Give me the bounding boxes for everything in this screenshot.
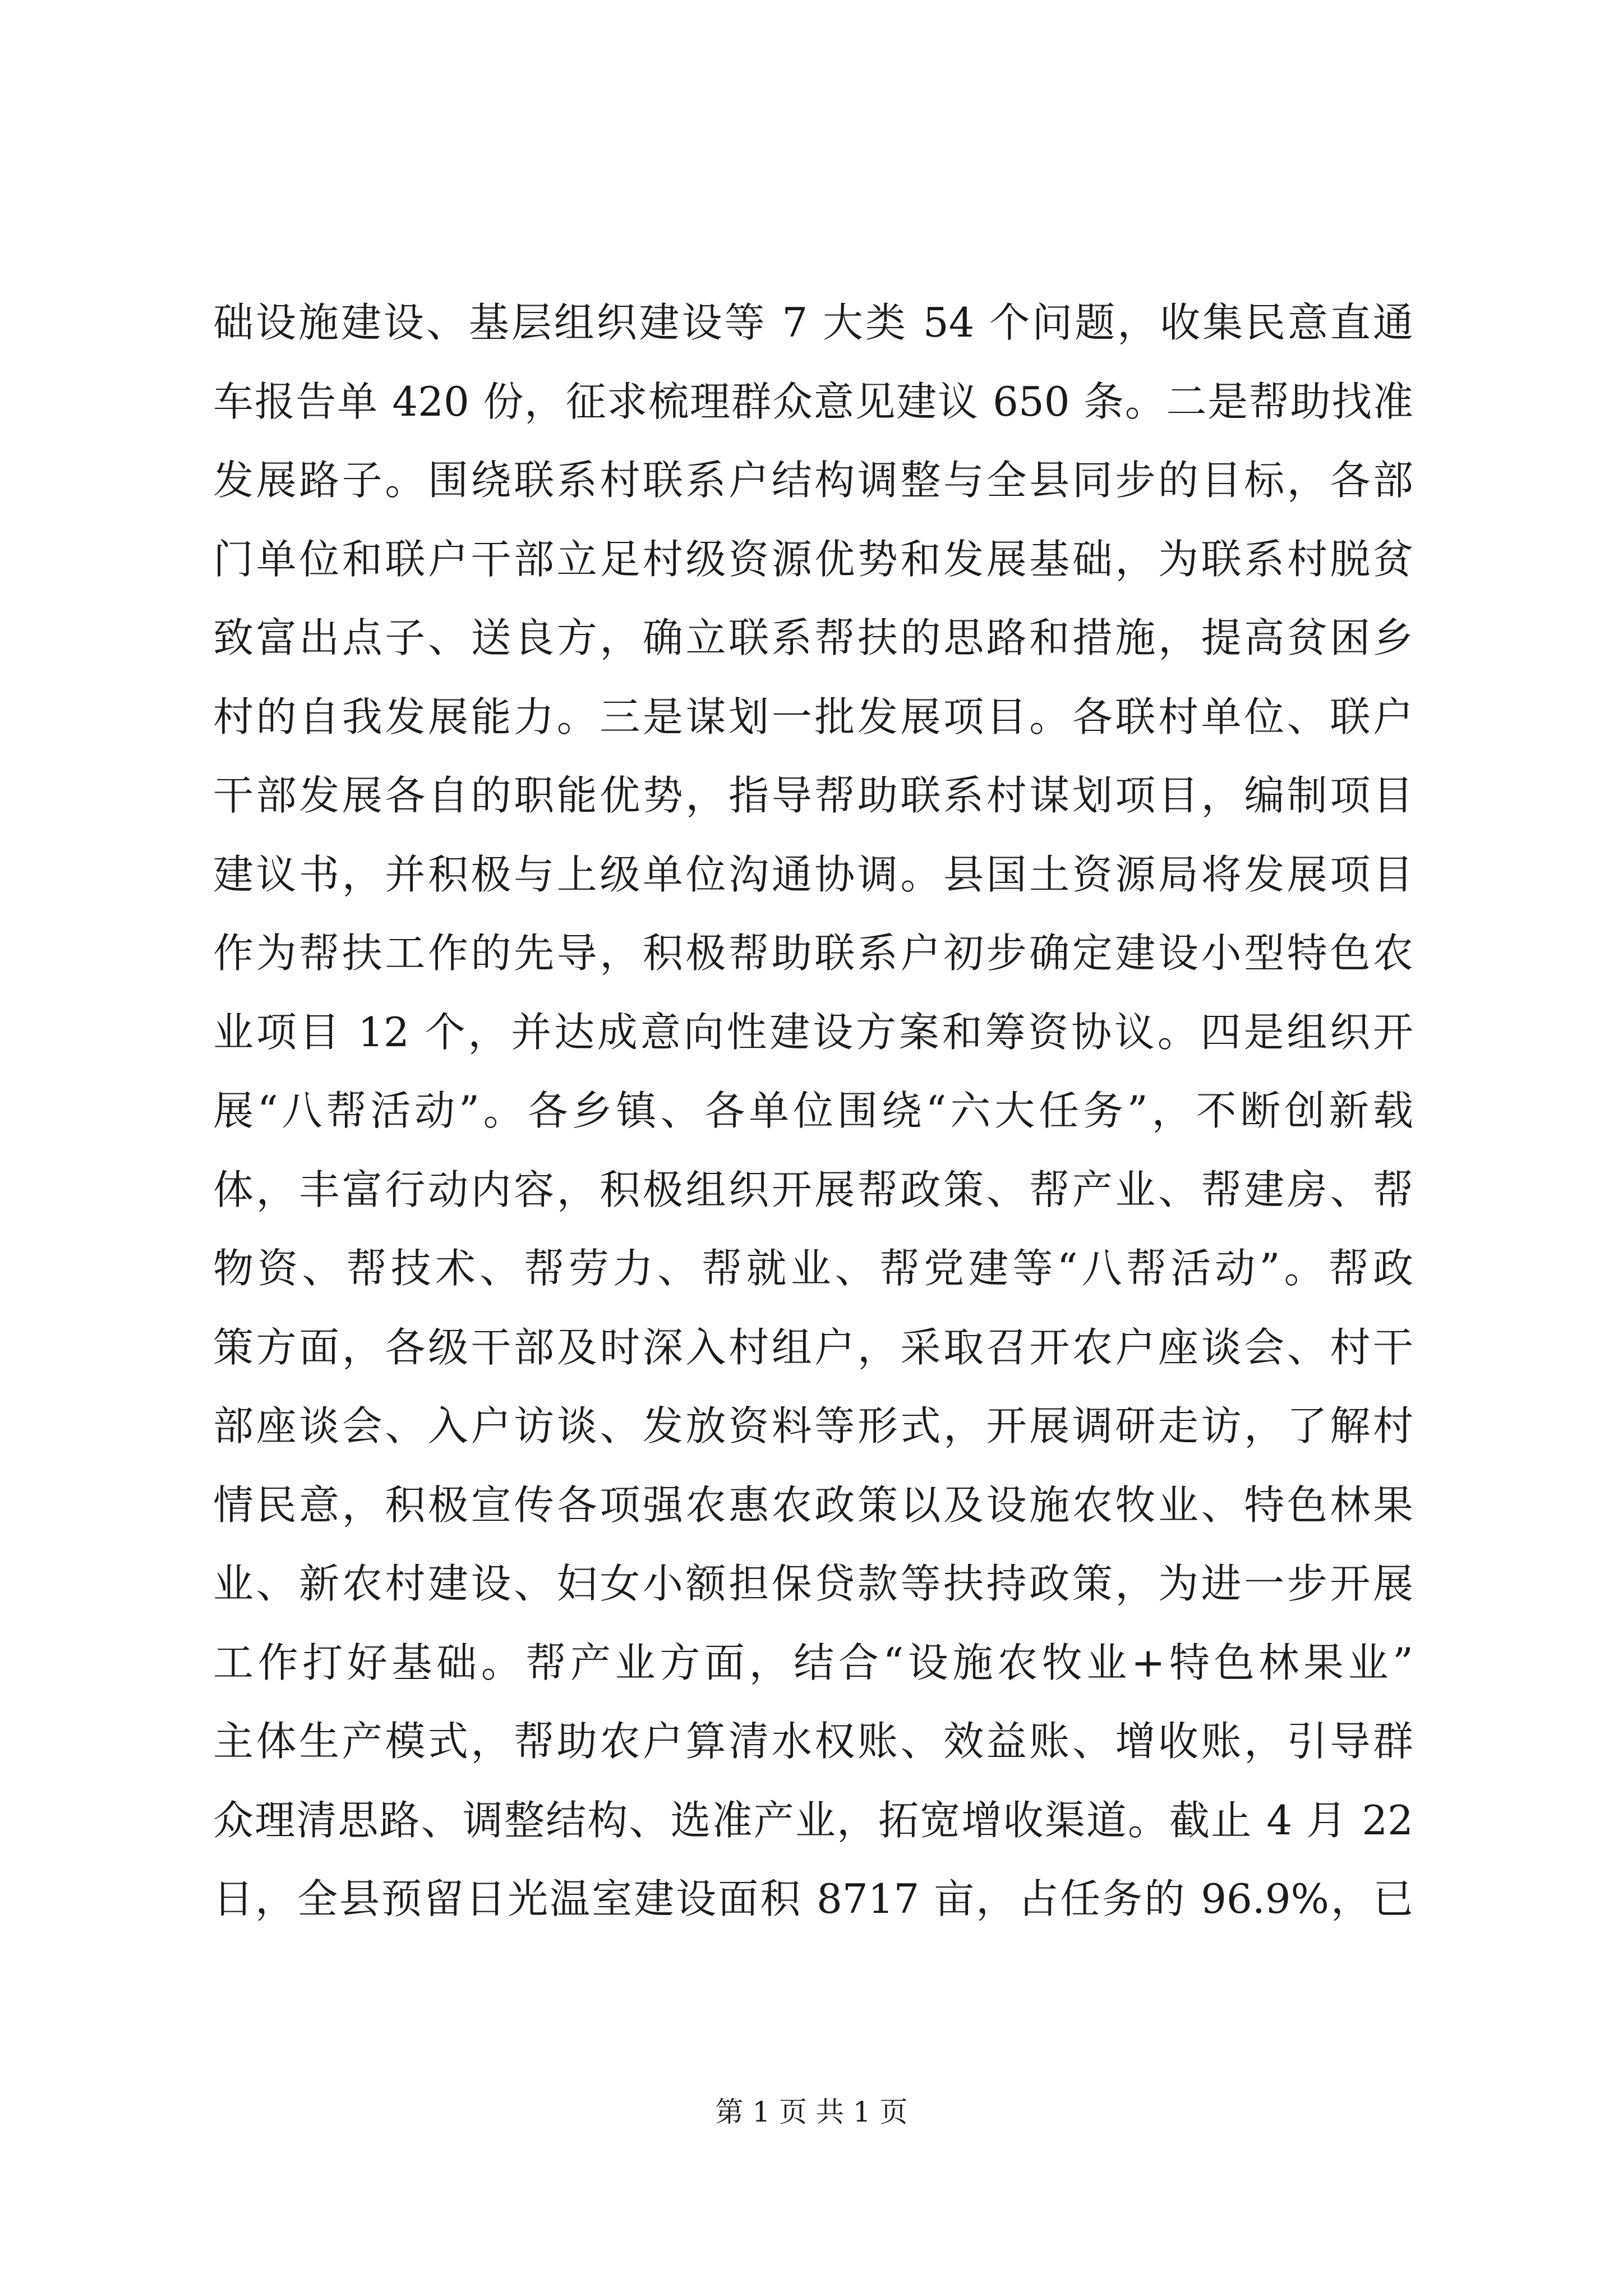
text-line: 致富出点子、送良方，确立联系帮扶的思路和措施，提高贫困乡 xyxy=(213,614,1413,661)
text-line: 发展路子。围绕联系村联系户结构调整与全县同步的目标，各部 xyxy=(213,457,1413,504)
text-line: 作为帮扶工作的先导，积极帮助联系户初步确定建设小型特色农 xyxy=(213,930,1413,977)
text-line: 车报告单 420 份，征求梳理群众意见建议 650 条。二是帮助找准 xyxy=(213,378,1413,425)
text-line: 情民意，积极宣传各项强农惠农政策以及设施农牧业、特色林果 xyxy=(213,1481,1413,1529)
text-line: 础设施建设、基层组织建设等 7 大类 54 个问题，收集民意直通 xyxy=(213,299,1413,346)
text-line: 部座谈会、入户访谈、发放资料等形式，开展调研走访，了解村 xyxy=(213,1402,1413,1450)
text-line: 业项目 12 个，并达成意向性建设方案和筹资协议。四是组织开 xyxy=(213,1008,1413,1056)
text-line: 众理清思路、调整结构、选准产业，拓宽增收渠道。截止 4 月 22 xyxy=(213,1796,1413,1844)
text-line: 日，全县预留日光温室建设面积 8717 亩，占任务的 96.9%，已 xyxy=(213,1875,1413,1922)
text-line: 业、新农村建设、妇女小额担保贷款等扶持政策，为进一步开展 xyxy=(213,1560,1413,1607)
body-text xyxy=(213,283,1413,1939)
text-line: 干部发展各自的职能优势，指导帮助联系村谋划项目，编制项目 xyxy=(213,772,1413,819)
text-line: 建议书，并积极与上级单位沟通协调。县国土资源局将发展项目 xyxy=(213,850,1413,898)
page-number-footer: 第 1 页 共 1 页 xyxy=(715,2096,908,2128)
text-line: 主体生产模式，帮助农户算清水权账、效益账、增收账，引导群 xyxy=(213,1718,1413,1765)
text-line: 村的自我发展能力。三是谋划一批发展项目。各联村单位、联户 xyxy=(213,693,1413,740)
text-line: 门单位和联户干部立足村级资源优势和发展基础，为联系村脱贫 xyxy=(213,535,1413,583)
text-line: 工作打好基础。帮产业方面，结合“设施农牧业+特色林果业” xyxy=(213,1639,1413,1686)
text-line: 物资、帮技术、帮劳力、帮就业、帮党建等“八帮活动”。帮政 xyxy=(213,1245,1413,1292)
text-line: 体，丰富行动内容，积极组织开展帮政策、帮产业、帮建房、帮 xyxy=(213,1166,1413,1213)
text-line: 展“八帮活动”。各乡镇、各单位围绕“六大任务”，不断创新载 xyxy=(213,1087,1413,1134)
text-line: 策方面，各级干部及时深入村组户，采取召开农户座谈会、村干 xyxy=(213,1323,1413,1371)
